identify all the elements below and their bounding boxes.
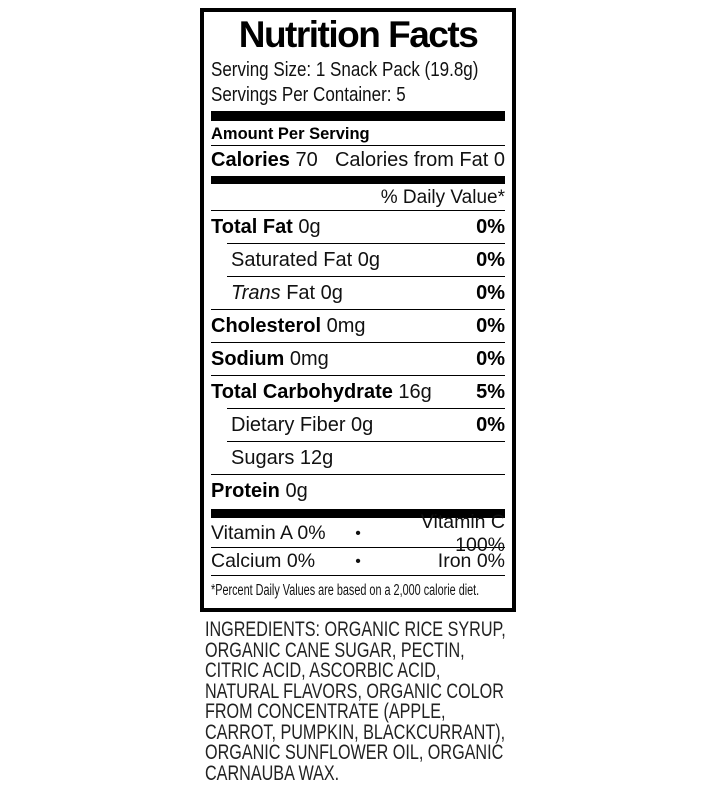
nutrient-row-total-carbohydrate bbox=[211, 376, 505, 408]
nutrient-name: Total Fat 0g bbox=[211, 215, 321, 238]
nutrient-row-sugars bbox=[211, 442, 505, 474]
calories-row bbox=[211, 146, 505, 174]
nutrient-dv: 5% bbox=[476, 380, 505, 403]
calcium-value: Calcium 0% bbox=[211, 550, 316, 572]
nutrient-name: Protein 0g bbox=[211, 479, 308, 502]
ingredients-line: CITRIC ACID, ASCORBIC ACID, bbox=[205, 659, 441, 682]
nutrient-row-sodium bbox=[211, 343, 505, 375]
bullet-separator: • bbox=[355, 524, 361, 542]
nutrient-dv: 0% bbox=[476, 248, 505, 271]
nutrient-name: Saturated Fat 0g bbox=[231, 248, 380, 271]
nutrient-name: Dietary Fiber 0g bbox=[231, 413, 374, 436]
daily-value-header: % Daily Value* bbox=[380, 187, 505, 208]
nutrient-name: Total Carbohydrate 16g bbox=[211, 380, 432, 403]
nutrient-name: Sodium 0mg bbox=[211, 347, 329, 370]
serving-size-text: Serving Size: 1 Snack Pack (19.8g) bbox=[211, 59, 479, 81]
nutrient-row-saturated-fat bbox=[211, 244, 505, 276]
ingredients-line: CARROT, PUMPKIN, BLACKCURRANT), bbox=[205, 720, 506, 744]
nutrient-row-trans-fat bbox=[211, 277, 505, 309]
nutrient-row-dietary-fiber bbox=[211, 409, 505, 441]
nutrient-row-protein bbox=[211, 475, 505, 507]
vitamin-row-1 bbox=[211, 510, 505, 556]
divider-bar-thick bbox=[211, 111, 505, 121]
nutrient-name: Trans Fat 0g bbox=[231, 281, 343, 304]
calories-label: Calories 70 bbox=[211, 148, 318, 171]
nutrient-row-total-fat bbox=[211, 211, 505, 243]
nutrient-name: Sugars 12g bbox=[231, 446, 334, 469]
nutrient-dv: 0% bbox=[476, 347, 505, 370]
ingredients-line: NATURAL FLAVORS, ORGANIC COLOR bbox=[205, 679, 504, 703]
ingredients-line: FROM CONCENTRATE (APPLE, bbox=[205, 700, 446, 723]
vitamin-c-value: Vitamin C 100% bbox=[420, 510, 505, 556]
ingredients-line: ORGANIC SUNFLOWER OIL, ORGANIC bbox=[205, 741, 504, 764]
ingredients-line: CARNAUBA WAX. bbox=[205, 761, 340, 785]
vitamin-a-value: Vitamin A 0% bbox=[211, 522, 326, 544]
calories-from-fat: Calories from Fat 0 bbox=[334, 148, 505, 171]
amount-per-serving-label: Amount Per Serving bbox=[211, 125, 370, 143]
nutrient-dv: 0% bbox=[476, 215, 505, 238]
ingredients-line: INGREDIENTS: ORGANIC RICE SYRUP, bbox=[205, 618, 506, 641]
nutrient-dv: 0% bbox=[476, 281, 505, 304]
vitamin-row-2 bbox=[211, 548, 505, 575]
nutrient-row-cholesterol bbox=[211, 310, 505, 342]
ingredients-section bbox=[205, 620, 685, 784]
daily-value-footnote: *Percent Daily Values are based on a 2,000 calorie diet. bbox=[211, 582, 480, 599]
calories-value: 70 bbox=[289, 148, 318, 171]
nutrient-dv: 0% bbox=[476, 314, 505, 337]
divider-bar-medium bbox=[211, 176, 505, 184]
nutrient-name: Cholesterol 0mg bbox=[211, 314, 366, 337]
nutrient-dv: 0% bbox=[476, 413, 505, 436]
servings-per-container-text: Servings Per Container: 5 bbox=[211, 84, 406, 106]
ingredients-line: ORGANIC CANE SUGAR, PECTIN, bbox=[205, 638, 465, 662]
label-title: Nutrition Facts bbox=[238, 14, 478, 55]
bullet-separator: • bbox=[355, 552, 361, 570]
iron-value: Iron 0% bbox=[437, 550, 505, 572]
nutrition-facts-label bbox=[200, 8, 516, 612]
